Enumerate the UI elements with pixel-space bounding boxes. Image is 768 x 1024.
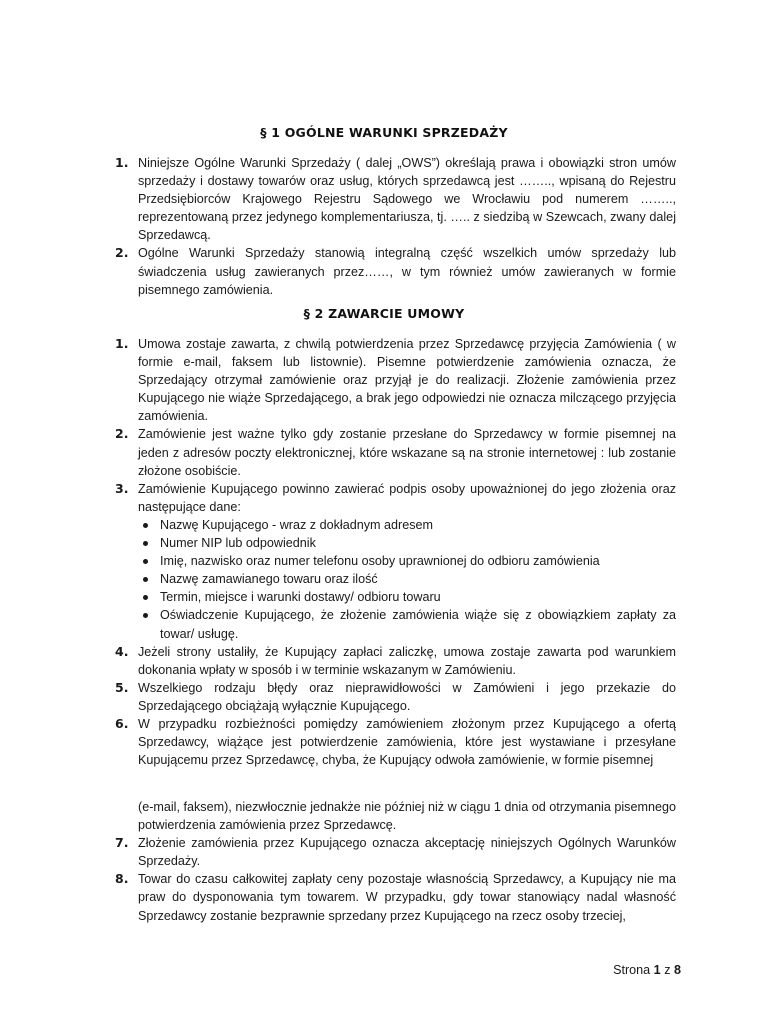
item-number: 2. (115, 426, 129, 442)
bullet-icon (143, 559, 148, 564)
bullet-item (138, 570, 676, 588)
item-number: 3. (115, 480, 129, 496)
item-text: Wszelkiego rodzaju błędy oraz nieprawidłowości w Zamówieni i jego przekazie do Sprzedającego obciążają wyłącznie Kupującego. (138, 680, 676, 713)
item-number: 7. (115, 835, 129, 851)
bullet-item (138, 552, 676, 570)
item-text: Umowa zostaje zawarta, z chwilą potwierdzenia przez Sprzedawcę przyjęcia Zamówienia ( w formie e-mail, faksem lub listownie). Pisemne potwierdzenie zamówienia oznacza, że Sprzedający otrzymał zamówienie oraz przyjął je do realizacji. Złożenie zamówienia przez Kupującego nie wiąże Sprzedającego, a brak jego odpowiedzi nie oznacza milczącego przyjęcia zamówienia. (138, 337, 676, 424)
section-2-list-continued (112, 798, 676, 925)
total-pages: 8 (673, 963, 681, 977)
bullet-item (138, 588, 676, 606)
item-text: W przypadku rozbieżności pomiędzy zamówieniem złożonym przez Kupującego a ofertą Sprzedawcy, wiążące jest potwierdzenie zamówienia, które jest wystawiane i przesyłane Kupującemu przez Sprzedawcę, chyba, że Kupujący odwoła zamówienie, w formie pisemnej (138, 716, 676, 768)
item-continuation: (e-mail, faksem), niezwłocznie jednakże nie później niż w ciągu 1 dnia od otrzymania pisemnego potwierdzenia zamówienia przez Sprzedawcę. (138, 800, 676, 833)
item-text: Złożenie zamówienia przez Kupującego oznacza akceptację niniejszych Ogólnych Warunków Sprzedaży. (138, 836, 676, 869)
bullet-icon (143, 613, 148, 618)
list-item (112, 480, 676, 643)
bullet-icon (143, 541, 148, 546)
item-text: Niniejsze Ogólne Warunki Sprzedaży ( dalej „OWS”) określają prawa i obowiązki stron umów sprzedaży i dostawy towarów oraz usług, których sprzedawcą jest …….., wpisaną do Rejestru Przedsiębiorców Krajowego Rejestru Sądowego we Wrocławiu pod numerem …….., reprezentowaną przez jedynego komplementariusza, tj. ….. z siedzibą w Szewcach, zwany dalej Sprzedawcą. (138, 156, 676, 243)
item-number: 2. (115, 245, 129, 261)
current-page: 1 (653, 963, 661, 977)
list-item (112, 834, 676, 870)
bullet-icon (143, 577, 148, 582)
bullet-text: Nazwę zamawianego towaru oraz ilość (160, 572, 378, 587)
item-text: Towar do czasu całkowitej zapłaty ceny pozostaje własnością Sprzedawcy, a Kupujący nie ma praw do dysponowania tym towarem. W przypadku, gdy towar stanowiący nadal własność Sprzedawcy zostanie bezprawnie sprzedany przez Kupującego na rzecz osoby trzeciej, (138, 872, 676, 923)
section-1-list (112, 154, 676, 299)
item-text: Zamówienie Kupującego powinno zawierać podpis osoby upoważnionej do jego złożenia oraz następujące dane: (138, 481, 676, 514)
item-text: Jeżeli strony ustaliły, że Kupujący zapłaci zaliczkę, umowa zostaje zawarta pod warunkiem dokonania wpłaty w sposób i w terminie wskazanym w Zamówieniu. (138, 644, 676, 677)
section-1-title: § 1 OGÓLNE WARUNKI SPRZEDAŻY (260, 125, 508, 140)
item-text: Ogólne Warunki Sprzedaży stanowią integralną część wszelkich umów sprzedaży lub świadczenia usług zawieranych przez……, w tym również umów zawieranych w formie pisemnego zamówienia. (138, 246, 676, 297)
bullet-item (138, 534, 676, 552)
required-data-list (138, 516, 676, 643)
bullet-text: Termin, miejsce i warunki dostawy/ odbioru towaru (160, 590, 441, 605)
list-item (112, 643, 676, 679)
bullet-text: Imię, nazwisko oraz numer telefonu osoby uprawnionej do odbioru zamówienia (160, 554, 600, 569)
list-item (112, 870, 676, 924)
section-2-list (112, 335, 676, 769)
item-number: 6. (115, 715, 129, 731)
bullet-item (138, 606, 676, 642)
bullet-text: Nazwę Kupującego - wraz z dokładnym adresem (160, 517, 433, 532)
list-item (112, 679, 676, 715)
page-of: z (664, 963, 671, 977)
list-item (112, 244, 676, 298)
page-label: Strona (613, 963, 651, 977)
list-item (112, 335, 676, 425)
item-number: 8. (115, 871, 129, 887)
list-item (112, 154, 676, 244)
section-2-title: § 2 ZAWARCIE UMOWY (303, 306, 465, 321)
bullet-icon (143, 523, 148, 528)
item-number: 1. (115, 336, 129, 351)
bullet-icon (143, 595, 148, 600)
bullet-text: Oświadczenie Kupującego, że złożenie zamówienia wiąże się z obowiązkiem zapłaty za towar/ usługę. (160, 608, 676, 641)
page-footer (613, 963, 681, 977)
item-text: Zamówienie jest ważne tylko gdy zostanie przesłane do Sprzedawcy w formie pisemnej na jeden z adresów poczty elektronicznej, które wskazane są na stronie internetowej : lub zostanie złożone osobiście. (138, 427, 676, 478)
item-number: 1. (115, 155, 129, 170)
list-item (112, 425, 676, 479)
list-item (112, 715, 676, 769)
bullet-item (138, 516, 676, 534)
item-number: 4. (115, 643, 129, 659)
bullet-text: Numer NIP lub odpowiednik (160, 536, 316, 551)
item-number: 5. (115, 679, 129, 695)
